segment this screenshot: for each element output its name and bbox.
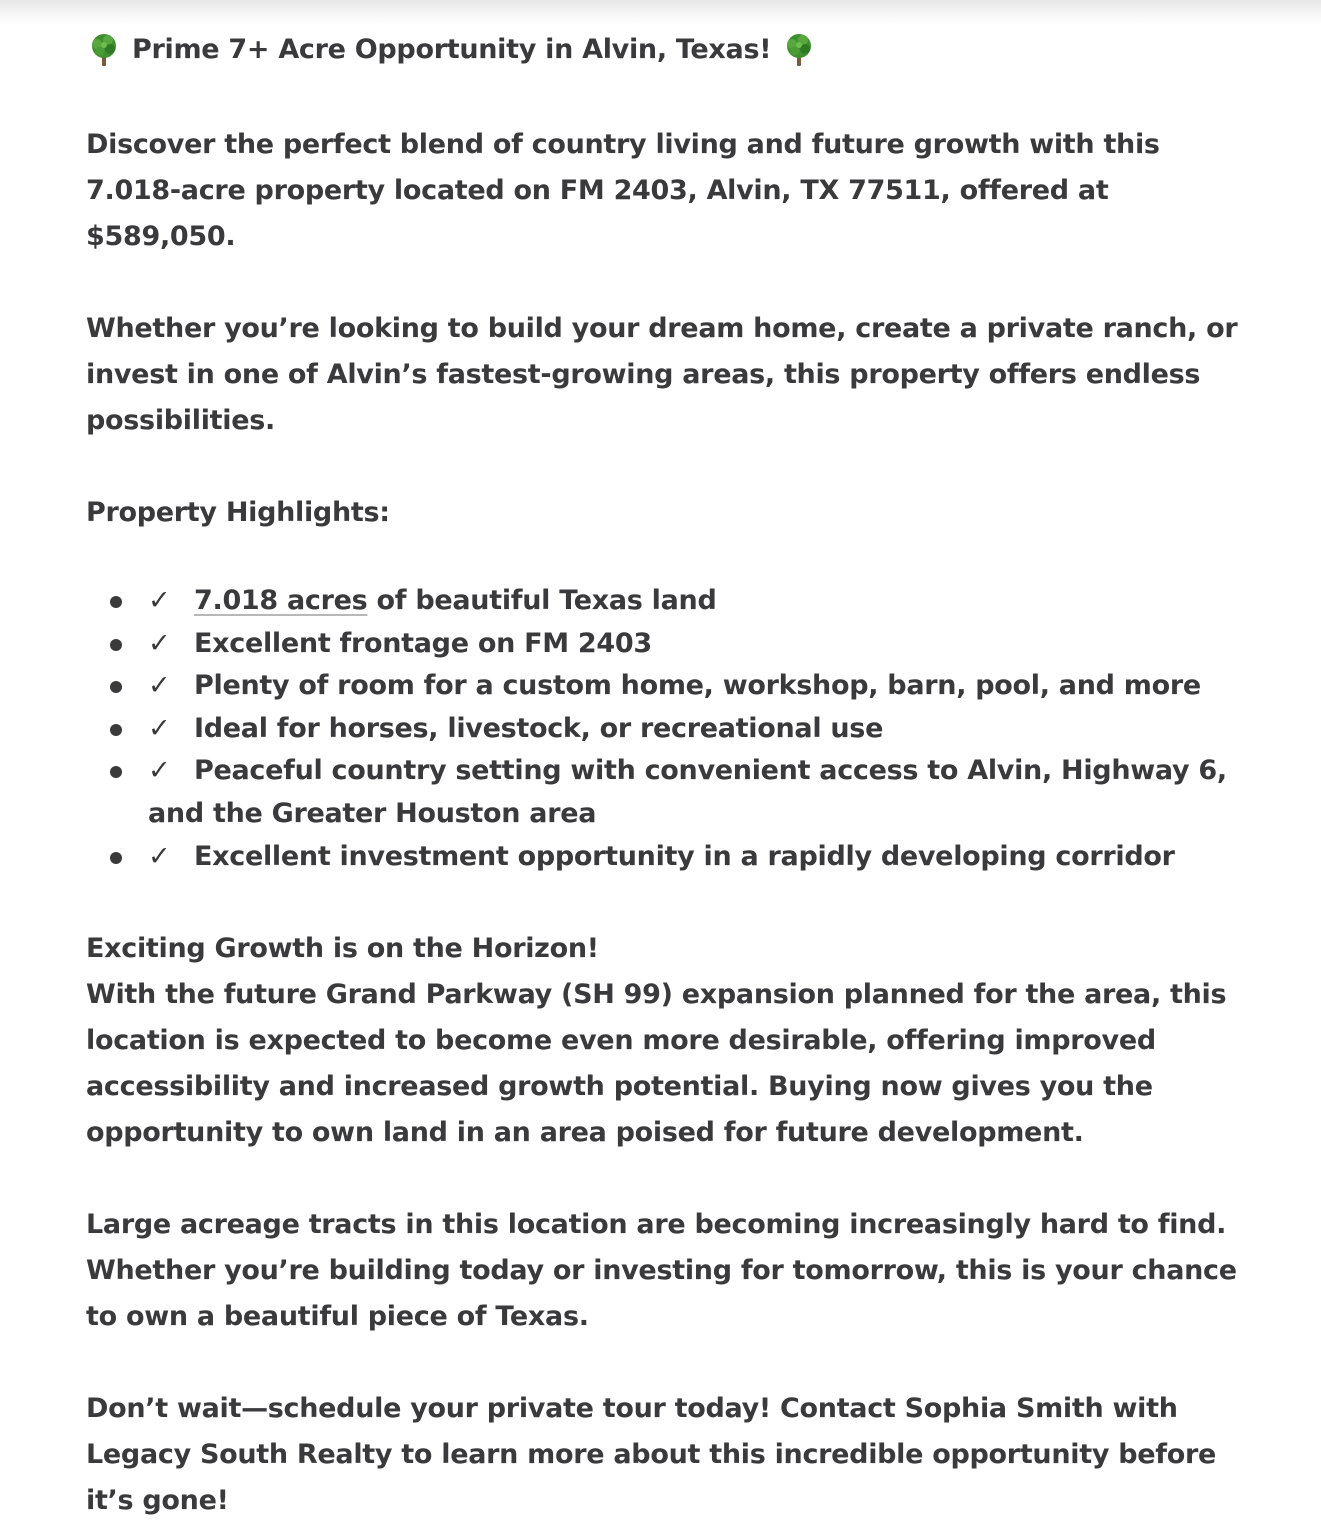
scarcity-paragraph: Large acreage tracts in this location are becoming increasingly hard to find. Whether you’re building today or investing for tomorrow, this is your chance to own a beautiful piece of Texas. bbox=[86, 1209, 1237, 1333]
check-mark-icon: ✓ bbox=[148, 755, 171, 787]
bullet bbox=[110, 596, 122, 608]
list-item-text: Peaceful country setting with convenient access to Alvin, Highway 6, and the Greater Houston area bbox=[148, 755, 1227, 829]
listing-description bbox=[86, 30, 1246, 1524]
list-item bbox=[86, 708, 1246, 751]
check-mark-icon: ✓ bbox=[148, 627, 171, 659]
call-to-action-paragraph: Don’t wait—schedule your private tour today! Contact Sophia Smith with Legacy South Realty to learn more about this incredible opportunity before it’s gone! bbox=[86, 1393, 1216, 1517]
bullet bbox=[110, 639, 122, 651]
list-item bbox=[86, 580, 1246, 623]
intro-paragraph: Discover the perfect blend of country living and future growth with this 7.018-acre property located on FM 2403, Alvin, TX 77511, offered at $589,050. bbox=[86, 129, 1160, 252]
purpose-paragraph: Whether you’re looking to build your dream home, create a private ranch, or invest in one of Alvin’s fastest-growing areas, this property offers endless possibilities. bbox=[86, 313, 1238, 436]
top-shade bbox=[0, 0, 1321, 26]
list-item bbox=[86, 750, 1246, 835]
list-item bbox=[86, 836, 1246, 879]
growth-paragraph: With the future Grand Parkway (SH 99) expansion planned for the area, this location is expected to become even more desirable, offering improved accessibility and increased growth potential. Buying now gives you the opportunity to own land in an area poised for future development. bbox=[86, 979, 1227, 1149]
deciduous-tree-icon bbox=[781, 32, 817, 68]
highlights-list bbox=[86, 580, 1246, 878]
check-mark-icon: ✓ bbox=[148, 840, 171, 872]
list-item-text: Excellent frontage on FM 2403 bbox=[194, 627, 652, 659]
check-mark-icon: ✓ bbox=[148, 585, 171, 616]
check-mark-icon: ✓ bbox=[148, 712, 171, 744]
deciduous-tree-icon bbox=[86, 32, 122, 68]
growth-heading: Exciting Growth is on the Horizon! bbox=[86, 933, 599, 965]
acreage-link[interactable]: 7.018 acres bbox=[194, 585, 368, 616]
list-item-text: Ideal for horses, livestock, or recreational use bbox=[194, 712, 884, 744]
list-item bbox=[86, 623, 1246, 666]
highlights-heading: Property Highlights: bbox=[86, 497, 390, 528]
list-item-text: Excellent investment opportunity in a rapidly developing corridor bbox=[194, 840, 1175, 872]
check-mark-icon: ✓ bbox=[148, 670, 171, 702]
bullet bbox=[110, 766, 122, 778]
bullet bbox=[110, 852, 122, 864]
list-item-text: of beautiful Texas land bbox=[367, 585, 717, 616]
list-item-text: Plenty of room for a custom home, workshop, barn, pool, and more bbox=[194, 670, 1201, 702]
listing-title-text: Prime 7+ Acre Opportunity in Alvin, Texas! bbox=[132, 34, 772, 65]
bullet bbox=[110, 724, 122, 736]
list-item bbox=[86, 665, 1246, 708]
listing-title bbox=[86, 30, 1246, 70]
bullet bbox=[110, 681, 122, 693]
